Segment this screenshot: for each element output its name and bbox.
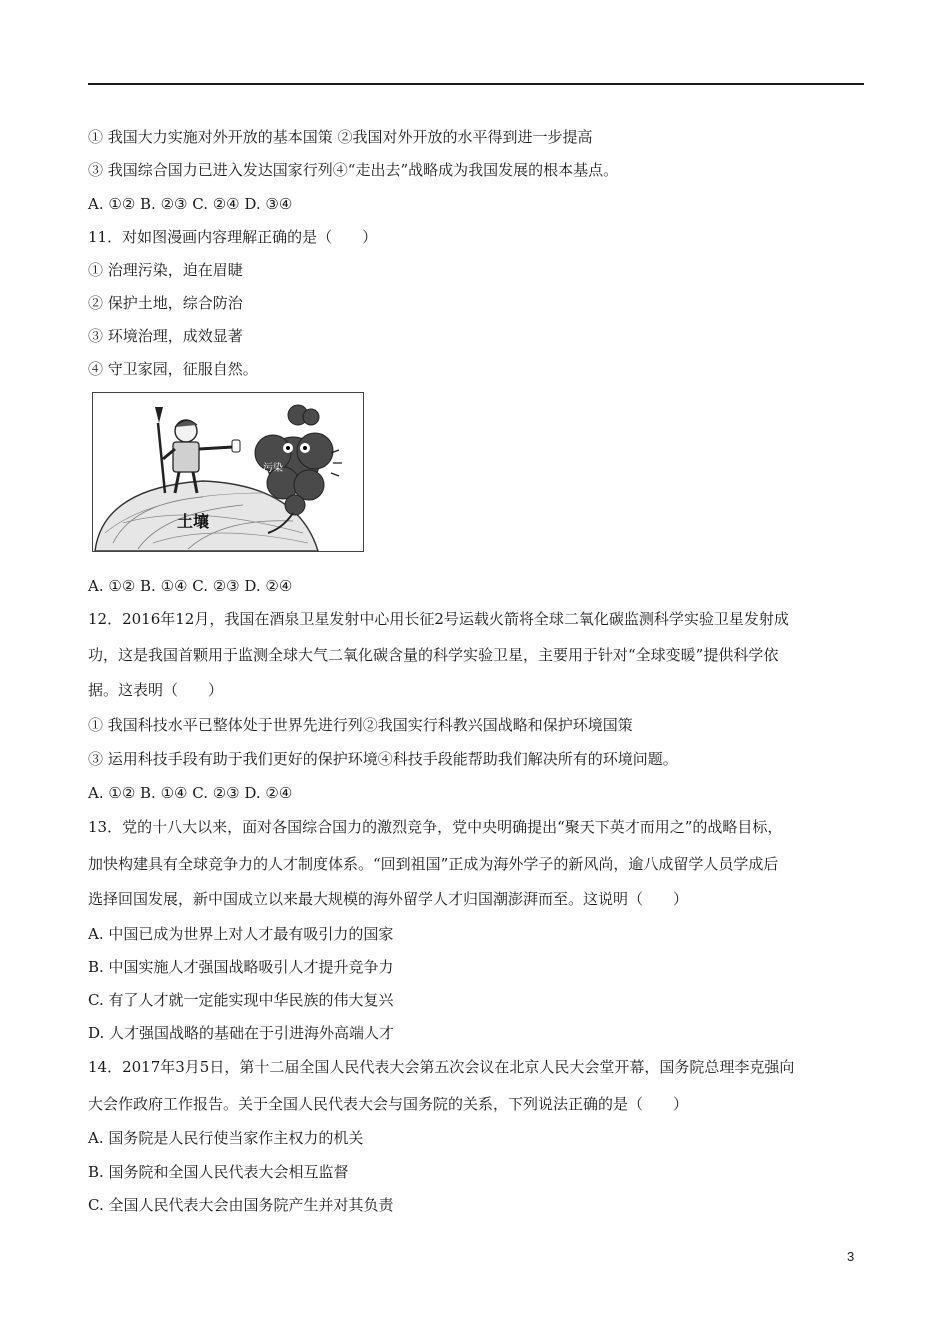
cartoon-image	[92, 392, 364, 552]
question-12-stem-cont: 据。这表明（ ）	[88, 681, 224, 699]
answer-choices: A. ①② B. ②③ C. ②④ D. ③④	[88, 195, 293, 213]
option-a: A. 国务院是人民行使当家作主权力的机关	[88, 1129, 364, 1147]
option-b: B. 中国实施人才强国战略吸引人才提升竞争力	[88, 958, 394, 976]
soil-label: 土壤	[177, 512, 210, 531]
option-b: B. 国务院和全国人民代表大会相互监督	[88, 1163, 349, 1181]
answer-choices: A. ①② B. ①④ C. ②③ D. ②④	[88, 577, 293, 595]
question-13-stem-cont: 加快构建具有全球竞争力的人才制度体系。“回到祖国”正成为海外学子的新风尚，逾八成留学人员学成后	[88, 855, 779, 873]
option-d: D. 人才强国战略的基础在于引进海外高端人才	[88, 1024, 395, 1042]
option-line: ③ 我国综合国力已进入发达国家行列④“走出去”战略成为我国发展的根本基点。	[88, 161, 619, 179]
option-line: ④ 守卫家园，征服自然。	[88, 360, 258, 378]
question-13-stem-cont: 选择回国发展，新中国成立以来最大规模的海外留学人才归国潮澎湃而至。这说明（ ）	[88, 890, 689, 908]
page-number: 3	[847, 1249, 855, 1264]
option-c: C. 全国人民代表大会由国务院产生并对其负责	[88, 1196, 394, 1214]
header-rule	[88, 83, 864, 85]
option-line: ① 治理污染，迫在眉睫	[88, 261, 243, 279]
cloud-label: 污染	[263, 463, 283, 474]
answer-choices: A. ①② B. ①④ C. ②③ D. ②④	[88, 784, 293, 802]
option-a: A. 中国已成为世界上对人才最有吸引力的国家	[88, 925, 394, 943]
option-line: ① 我国科技水平已整体处于世界先进行列②我国实行科教兴国战略和保护环境国策	[88, 716, 633, 734]
option-line: ① 我国大力实施对外开放的基本国策 ②我国对外开放的水平得到进一步提高	[88, 128, 593, 146]
question-13-stem: 13．党的十八大以来，面对各国综合国力的激烈竞争，党中央明确提出“聚天下英才而用之”的战略目标，	[88, 818, 783, 836]
question-14-stem: 14．2017年3月5日，第十二届全国人民代表大会第五次会议在北京人民大会堂开幕，国务院总理李克强向	[88, 1058, 795, 1076]
option-line: ③ 运用科技手段有助于我们更好的保护环境④科技手段能帮助我们解决所有的环境问题。	[88, 750, 678, 768]
option-line: ③ 环境治理，成效显著	[88, 327, 243, 345]
question-14-stem-cont: 大会作政府工作报告。关于全国人民代表大会与国务院的关系，下列说法正确的是（ ）	[88, 1095, 689, 1113]
option-line: ② 保护土地，综合防治	[88, 294, 243, 312]
question-12-stem-cont: 功，这是我国首颗用于监测全球大气二氧化碳含量的科学实验卫星，主要用于针对“全球变暖”提供科学依	[88, 646, 779, 664]
question-11-stem: 11．对如图漫画内容理解正确的是（ ）	[88, 228, 378, 246]
question-12-stem: 12．2016年12月，我国在酒泉卫星发射中心用长征2号运载火箭将全球二氧化碳监测科学实验卫星发射成	[88, 610, 789, 628]
option-c: C. 有了人才就一定能实现中华民族的伟大复兴	[88, 991, 394, 1009]
